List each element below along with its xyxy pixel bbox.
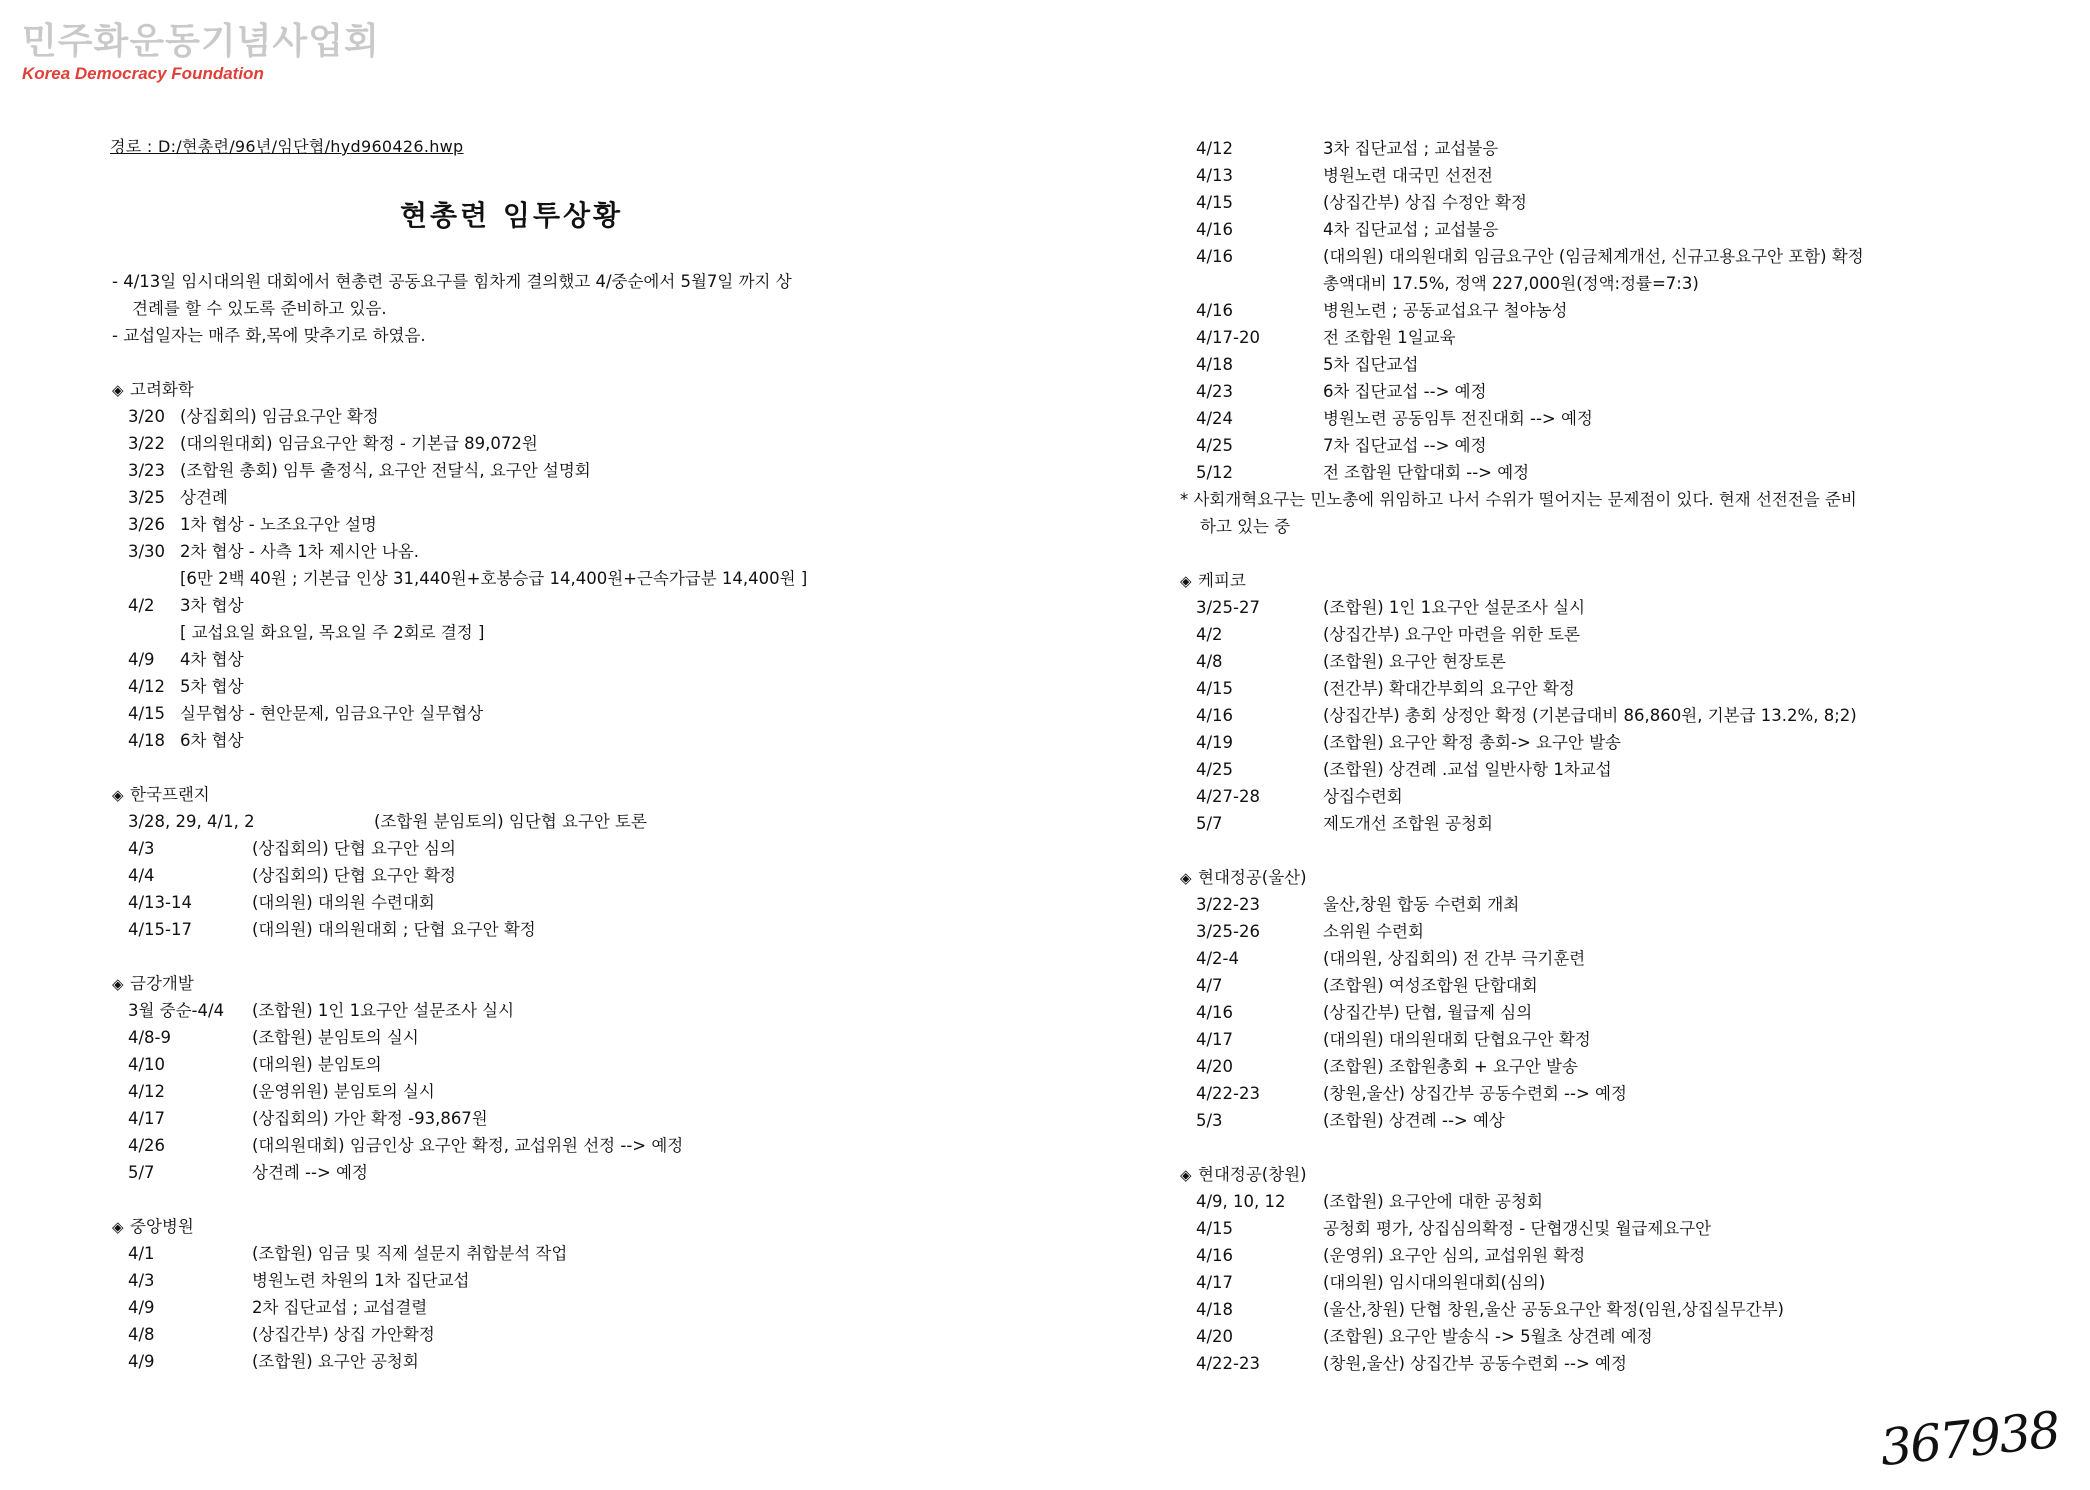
file-path: 경로 : D:/현총련/96년/임단협/hyd960426.hwp <box>110 137 464 156</box>
list-item <box>112 1267 1112 1294</box>
item-text: (조합원) 1인 1요구안 설문조사 실시 <box>1323 598 1586 617</box>
item-text: 상견례 <box>180 488 228 507</box>
handwritten-number: 367938 <box>1877 1400 2062 1478</box>
item-text: 병원노련 ; 공동교섭요구 철야농성 <box>1323 301 1568 320</box>
item-text: (대의원대회) 임금요구안 확정 - 기본급 89,072원 <box>180 434 538 453</box>
item-text: (조합원) 조합원총회 + 요구안 발송 <box>1323 1057 1578 1076</box>
item-date: 4/24 <box>1196 409 1234 428</box>
list-item <box>112 1132 1112 1159</box>
list-item <box>112 619 1112 646</box>
section <box>1180 567 2060 837</box>
note-line: 하고 있는 중 <box>1200 517 1291 536</box>
item-date: 5/12 <box>1196 463 1234 482</box>
item-date: 3/23 <box>128 461 166 480</box>
item-date: 4/12 <box>128 677 166 696</box>
list-item <box>1180 1053 2060 1080</box>
item-text: (상집회의) 가안 확정 -93,867원 <box>252 1109 488 1128</box>
logo-korean-text: 민주화운동기념사업회 <box>22 21 380 62</box>
list-item <box>1180 459 2060 486</box>
list-item <box>112 457 1112 484</box>
item-date: 3/20 <box>128 407 166 426</box>
item-date: 5/3 <box>1196 1111 1223 1130</box>
section-name: 현대정공(창원) <box>1198 1165 1307 1184</box>
list-item <box>112 1240 1112 1267</box>
list-item <box>1180 918 2060 945</box>
item-text: (상집간부) 총회 상정안 확정 (기본급대비 86,860원, 기본급 13.2%, 8;2) <box>1323 706 1857 725</box>
list-item <box>112 673 1112 700</box>
list-item <box>1180 1107 2060 1134</box>
section <box>112 970 1112 1186</box>
list-item <box>1180 324 2060 351</box>
item-date: 4/8 <box>128 1325 155 1344</box>
logo-english-text: Korea Democracy Foundation <box>22 64 264 83</box>
intro-line: - 교섭일자는 매주 화,목에 맞추기로 하였음. <box>112 326 426 345</box>
item-date: 4/22-23 <box>1196 1354 1261 1373</box>
item-date: 4/16 <box>1196 706 1234 725</box>
item-date: 4/13-14 <box>128 893 193 912</box>
item-date: 4/13 <box>1196 166 1234 185</box>
item-date: 4/25 <box>1196 760 1234 779</box>
item-date: 4/25 <box>1196 436 1234 455</box>
item-date: 4/27-28 <box>1196 787 1261 806</box>
item-text: (조합원) 분임토의 실시 <box>252 1028 419 1047</box>
item-date: 4/4 <box>128 866 155 885</box>
item-date: 3/25 <box>128 488 166 507</box>
item-date: 4/1 <box>128 1244 155 1263</box>
list-item <box>1180 783 2060 810</box>
list-item <box>1180 999 2060 1026</box>
list-item <box>1180 729 2060 756</box>
item-date: 4/3 <box>128 839 155 858</box>
list-item <box>112 1078 1112 1105</box>
section <box>112 376 1112 754</box>
list-item <box>1180 378 2060 405</box>
left-column <box>112 268 1112 1375</box>
section-name: 고려화학 <box>130 380 194 399</box>
item-text: 4차 협상 <box>180 650 244 669</box>
item-text: (상집회의) 단협 요구안 심의 <box>252 839 456 858</box>
list-item <box>1180 297 2060 324</box>
item-date: 4/19 <box>1196 733 1234 752</box>
item-text: (조합원) 임금 및 직제 설문지 취합분석 작업 <box>252 1244 568 1263</box>
item-date: 4/22-23 <box>1196 1084 1261 1103</box>
item-date: 4/16 <box>1196 247 1234 266</box>
list-item <box>1180 270 2060 297</box>
item-text: (울산,창원) 단협 창원,울산 공동요구안 확정(임원,상집실무간부) <box>1323 1300 1784 1319</box>
item-text: (조합원) 상견례 .교섭 일반사항 1차교섭 <box>1323 760 1612 779</box>
item-text: (창원,울산) 상집간부 공동수련회 --> 예정 <box>1323 1354 1627 1373</box>
item-text: (조합원) 요구안에 대한 공청회 <box>1323 1192 1543 1211</box>
list-item <box>1180 432 2060 459</box>
item-date: 4/16 <box>1196 301 1234 320</box>
section <box>112 1213 1112 1375</box>
item-date: 4/2 <box>1196 625 1223 644</box>
item-text: 6차 집단교섭 --> 예정 <box>1323 382 1487 401</box>
intro-line: - 4/13일 임시대의원 대회에서 현총련 공동요구를 힘차게 결의했고 4/중순에서 5월7일 까지 상 <box>112 272 792 291</box>
item-text: (대의원) 대의원 수련대회 <box>252 893 435 912</box>
item-date: 3/25-26 <box>1196 922 1261 941</box>
list-item <box>112 1105 1112 1132</box>
item-date: 4/18 <box>1196 355 1234 374</box>
item-text: (운영위) 요구안 심의, 교섭위원 확정 <box>1323 1246 1586 1265</box>
list-item <box>112 835 1112 862</box>
item-date: 5/7 <box>1196 814 1223 833</box>
item-date: 3월 중순-4/4 <box>128 1001 225 1020</box>
list-item <box>1180 1323 2060 1350</box>
diamond-bullet-icon: ◈ <box>112 786 124 804</box>
item-date: 4/20 <box>1196 1327 1234 1346</box>
list-item <box>112 430 1112 457</box>
item-text: (조합원) 요구안 확정 총회-> 요구안 발송 <box>1323 733 1621 752</box>
document-title: 현총련 임투상황 <box>400 199 624 232</box>
section <box>1180 864 2060 1134</box>
left-sections <box>112 376 1112 1375</box>
item-text: 제도개선 조합원 공청회 <box>1323 814 1493 833</box>
item-text: 7차 집단교섭 --> 예정 <box>1323 436 1487 455</box>
section <box>1180 1161 2060 1377</box>
item-date: 4/16 <box>1196 1003 1234 1022</box>
right-column <box>1180 135 2060 1377</box>
item-text: 상집수련회 <box>1323 787 1403 806</box>
item-date: 4/12 <box>1196 139 1234 158</box>
item-date: 4/17 <box>1196 1273 1234 1292</box>
item-date: 5/7 <box>128 1163 155 1182</box>
list-item <box>1180 405 2060 432</box>
list-item <box>1180 216 2060 243</box>
item-text: (조합원 총회) 임투 출정식, 요구안 전달식, 요구안 설명회 <box>180 461 591 480</box>
item-date: 4/2 <box>128 596 155 615</box>
item-text: (대의원) 대의원대회 단협요구안 확정 <box>1323 1030 1591 1049</box>
item-text: (조합원 분임토의) 임단협 요구안 토론 <box>374 812 647 831</box>
item-date: 4/8 <box>1196 652 1223 671</box>
item-text: (대의원) 임시대의원대회(심의) <box>1323 1273 1546 1292</box>
list-item <box>112 997 1112 1024</box>
item-text: 2차 협상 - 사측 1차 제시안 나옴. <box>180 542 419 561</box>
section <box>1180 135 2060 540</box>
item-text: 6차 협상 <box>180 731 244 750</box>
list-item <box>112 808 1112 835</box>
item-date: 4/16 <box>1196 1246 1234 1265</box>
item-text: (조합원) 요구안 발송식 -> 5월초 상견례 예정 <box>1323 1327 1653 1346</box>
item-text: (대의원) 대의원대회 ; 단협 요구안 확정 <box>252 920 536 939</box>
list-item <box>1180 189 2060 216</box>
item-text: 3차 협상 <box>180 596 244 615</box>
list-item <box>112 916 1112 943</box>
section-name: 한국프랜지 <box>130 785 210 804</box>
item-text: (조합원) 여성조합원 단합대회 <box>1323 976 1538 995</box>
item-date: 4/12 <box>128 1082 166 1101</box>
item-date: 3/22-23 <box>1196 895 1261 914</box>
item-date: 4/15 <box>128 704 166 723</box>
item-date: 4/17 <box>1196 1030 1234 1049</box>
item-text: (전간부) 확대간부회의 요구안 확정 <box>1323 679 1575 698</box>
list-item <box>112 592 1112 619</box>
item-text: (조합원) 1인 1요구안 설문조사 실시 <box>252 1001 515 1020</box>
intro-paragraph <box>112 268 1112 349</box>
item-date: 4/18 <box>1196 1300 1234 1319</box>
item-date: 4/8-9 <box>128 1028 172 1047</box>
item-date: 4/9 <box>128 1298 155 1317</box>
item-date: 4/23 <box>1196 382 1234 401</box>
section-heading <box>112 781 1112 808</box>
diamond-bullet-icon: ◈ <box>1180 869 1192 887</box>
list-item <box>1180 1215 2060 1242</box>
item-text: 4차 집단교섭 ; 교섭불응 <box>1323 220 1499 239</box>
list-item <box>1180 1188 2060 1215</box>
item-date: 4/20 <box>1196 1057 1234 1076</box>
list-item <box>112 1051 1112 1078</box>
list-item <box>1180 243 2060 270</box>
diamond-bullet-icon: ◈ <box>112 975 124 993</box>
item-date: 4/10 <box>128 1055 166 1074</box>
section <box>112 781 1112 943</box>
list-item <box>112 403 1112 430</box>
item-text: 전 조합원 단합대회 --> 예정 <box>1323 463 1530 482</box>
section-heading <box>112 376 1112 403</box>
list-item <box>1180 621 2060 648</box>
list-item <box>1180 648 2060 675</box>
intro-line: 견례를 할 수 있도록 준비하고 있음. <box>132 299 387 318</box>
list-item <box>1180 756 2060 783</box>
item-text: 전 조합원 1일교육 <box>1323 328 1456 347</box>
item-text: (대의원, 상집회의) 전 간부 극기훈련 <box>1323 949 1586 968</box>
list-item <box>112 1294 1112 1321</box>
item-text: 실무협상 - 현안문제, 임금요구안 실무협상 <box>180 704 484 723</box>
list-item <box>1180 810 2060 837</box>
item-text: (대의원대회) 임금인상 요구안 확정, 교섭위원 선정 --> 예정 <box>252 1136 684 1155</box>
item-text: (상집회의) 임금요구안 확정 <box>180 407 379 426</box>
item-text: 3차 집단교섭 ; 교섭불응 <box>1323 139 1499 158</box>
item-text: 상견례 --> 예정 <box>252 1163 368 1182</box>
item-text: (상집회의) 단협 요구안 확정 <box>252 866 456 885</box>
item-text: (조합원) 상견례 --> 예상 <box>1323 1111 1505 1130</box>
section-note <box>1180 486 2060 540</box>
item-text: (운영위원) 분임토의 실시 <box>252 1082 435 1101</box>
section-name: 중앙병원 <box>130 1217 194 1236</box>
list-item <box>112 862 1112 889</box>
item-date: 4/15 <box>1196 679 1234 698</box>
list-item <box>1180 1026 2060 1053</box>
item-text: (창원,울산) 상집간부 공동수련회 --> 예정 <box>1323 1084 1627 1103</box>
item-text: (대의원) 대의원대회 임금요구안 (임금체계개선, 신규고용요구안 포함) 확정 <box>1323 247 1864 266</box>
section-heading <box>112 1213 1112 1240</box>
item-date: 4/15-17 <box>128 920 193 939</box>
list-item <box>112 889 1112 916</box>
item-text: 2차 집단교섭 ; 교섭결렬 <box>252 1298 428 1317</box>
list-item <box>1180 675 2060 702</box>
item-text: (상집간부) 상집 수정안 확정 <box>1323 193 1527 212</box>
list-item <box>112 565 1112 592</box>
item-text: [ 교섭요일 화요일, 목요일 주 2회로 결정 ] <box>180 623 485 642</box>
item-text: (조합원) 요구안 공청회 <box>252 1352 419 1371</box>
foundation-logo <box>22 22 380 84</box>
list-item <box>112 1024 1112 1051</box>
item-text: 총액대비 17.5%, 정액 227,000원(정액:정률=7:3) <box>1323 274 1699 293</box>
list-item <box>1180 1080 2060 1107</box>
item-date: 4/16 <box>1196 220 1234 239</box>
list-item <box>112 727 1112 754</box>
item-date: 4/17 <box>128 1109 166 1128</box>
list-item <box>1180 972 2060 999</box>
diamond-bullet-icon: ◈ <box>112 381 124 399</box>
item-date: 4/15 <box>1196 1219 1234 1238</box>
item-text: (상집간부) 요구안 마련을 위한 토론 <box>1323 625 1580 644</box>
section-heading <box>1180 1161 2060 1188</box>
list-item <box>1180 1242 2060 1269</box>
list-item <box>112 1159 1112 1186</box>
item-date: 4/9, 10, 12 <box>1196 1192 1286 1211</box>
item-date: 4/7 <box>1196 976 1223 995</box>
list-item <box>1180 594 2060 621</box>
item-text: [6만 2백 40원 ; 기본급 인상 31,440원+호봉승급 14,400원+근속가급분 14,400원 ] <box>180 569 808 588</box>
diamond-bullet-icon: ◈ <box>1180 572 1192 590</box>
item-date: 4/9 <box>128 650 155 669</box>
list-item <box>112 538 1112 565</box>
list-item <box>112 484 1112 511</box>
item-date: 3/22 <box>128 434 166 453</box>
item-date: 4/26 <box>128 1136 166 1155</box>
item-date: 4/15 <box>1196 193 1234 212</box>
item-text: (대의원) 분임토의 <box>252 1055 382 1074</box>
diamond-bullet-icon: ◈ <box>1180 1166 1192 1184</box>
item-text: 병원노련 차원의 1차 집단교섭 <box>252 1271 470 1290</box>
note-line: * 사회개혁요구는 민노총에 위임하고 나서 수위가 떨어지는 문제점이 있다. 현재 선전전을 준비 <box>1180 490 1857 509</box>
diamond-bullet-icon: ◈ <box>112 1218 124 1236</box>
list-item <box>112 1348 1112 1375</box>
list-item <box>1180 1269 2060 1296</box>
item-text: 병원노련 공동임투 전진대회 --> 예정 <box>1323 409 1593 428</box>
list-item <box>1180 135 2060 162</box>
list-item <box>1180 1296 2060 1323</box>
item-date: 4/2-4 <box>1196 949 1240 968</box>
item-date: 3/26 <box>128 515 166 534</box>
list-item <box>112 1321 1112 1348</box>
right-sections <box>1180 135 2060 1377</box>
list-item <box>112 511 1112 538</box>
item-text: 병원노련 대국민 선전전 <box>1323 166 1493 185</box>
list-item <box>1180 945 2060 972</box>
item-date: 4/3 <box>128 1271 155 1290</box>
item-text: (조합원) 요구안 현장토론 <box>1323 652 1506 671</box>
item-date: 4/18 <box>128 731 166 750</box>
item-date: 3/30 <box>128 542 166 561</box>
section-name: 현대정공(울산) <box>1198 868 1307 887</box>
list-item <box>1180 702 2060 729</box>
section-heading <box>1180 864 2060 891</box>
item-text: 5차 협상 <box>180 677 244 696</box>
list-item <box>112 700 1112 727</box>
list-item <box>1180 1350 2060 1377</box>
item-text: 소위원 수련회 <box>1323 922 1424 941</box>
list-item <box>1180 162 2060 189</box>
list-item <box>112 646 1112 673</box>
item-text: (상집간부) 단협, 월급제 심의 <box>1323 1003 1533 1022</box>
item-date: 4/9 <box>128 1352 155 1371</box>
item-text: 울산,창원 합동 수련회 개최 <box>1323 895 1520 914</box>
section-heading <box>112 970 1112 997</box>
item-text: 1차 협상 - 노조요구안 설명 <box>180 515 377 534</box>
list-item <box>1180 891 2060 918</box>
section-heading <box>1180 567 2060 594</box>
item-text: (상집간부) 상집 가안확정 <box>252 1325 435 1344</box>
section-name: 케피코 <box>1198 571 1246 590</box>
item-text: 공청회 평가, 상집심의확정 - 단협갱신및 월급제요구안 <box>1323 1219 1712 1238</box>
list-item <box>1180 351 2060 378</box>
item-text: 5차 집단교섭 <box>1323 355 1419 374</box>
section-name: 금강개발 <box>130 974 194 993</box>
item-date: 3/25-27 <box>1196 598 1261 617</box>
item-date: 3/28, 29, 4/1, 2 <box>128 812 255 831</box>
item-date: 4/17-20 <box>1196 328 1261 347</box>
